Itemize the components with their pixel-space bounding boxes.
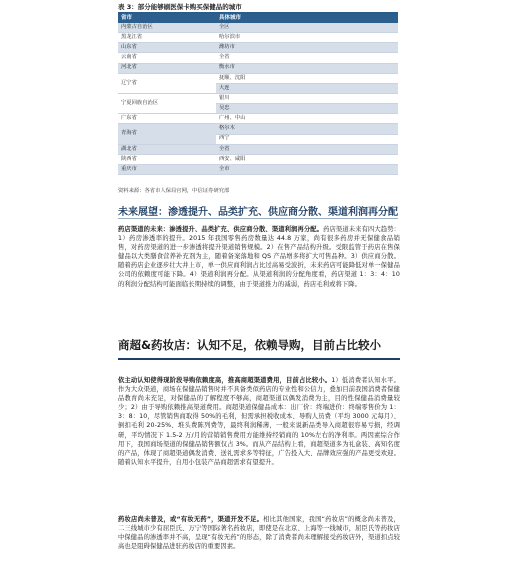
- city-cell: 吴忠: [216, 104, 398, 114]
- header-province: 省市: [118, 14, 216, 23]
- province-cell: 陕西省: [118, 154, 216, 164]
- paragraph-body: 1）低消费者认知水平。作为大众渠道，商场在保健品销售时并不具备类似药店的专业性和公信力，叠加目前我国消费者保健品教育尚未充足，对保健品的了解程度不够高，商超渠道以偶发消费为主，目的性保健品消费量较少；2）由于导购依赖推高渠道费用。商超渠道保健品成本：出厂价：终端进价：终端零售价为 1：3：8：10，尽管销售商取得 50%的毛利，但需承担税收成本、导购人员费（平均 3000 元每月）、倒扣毛利 20-25%、堆头费陈列费等，最终利润稀薄，一般来说新品类导入商超很容易亏损，经调研，平均情况下 1.5-2 万/月的营销销售费用方能维持经销商的 10%左右的净利率。两因素综合作用下，我国商场渠道的保健品销售额仅占 3%。而从产品结构上看，商超渠道多为礼盒装、高知名度的产品，体现了商超渠道偶发消费、送礼需求多等特征，广告投入大、品牌效应强的产品更受欢迎。随着认知水平提升，自用小包装产品商超需求有望提升。: [118, 377, 400, 466]
- city-cell: 哈尔滨市: [216, 33, 398, 43]
- section1-heading: 未来展望：渗透提升、品类扩充、供应商分散、渠道利润再分配: [118, 207, 398, 218]
- section2-heading: 商超&药妆店：认知不足，依赖导购，目前占比较小: [118, 338, 382, 352]
- province-cell: 黑龙江省: [118, 33, 216, 43]
- table-row: [118, 33, 398, 43]
- province-cell: 青海省: [118, 124, 216, 144]
- table-row: [118, 43, 398, 53]
- paragraph-lead: 药妆店尚未普及，或“有妆无药”，渠道开发不足。: [118, 516, 264, 523]
- city-cell: 全省: [216, 53, 398, 63]
- city-cell: 银川: [216, 93, 398, 103]
- table-row: [118, 144, 398, 154]
- city-cell: 全省: [216, 144, 398, 154]
- section2-paragraph-2: [118, 515, 400, 551]
- city-cell: 大连: [216, 83, 398, 93]
- city-cell: 全市: [216, 164, 398, 174]
- province-cell: 宁夏回族自治区: [118, 93, 216, 113]
- table-row: [118, 73, 398, 83]
- section2-paragraph: [118, 376, 400, 467]
- table-row: [118, 23, 398, 33]
- table-header-row: [118, 14, 398, 23]
- table-row: [118, 124, 398, 134]
- paragraph-body: 药店渠道未来有四大趋势：1）药房渗透率的提升。2015 年我国零售药房数量达 44.8 万家，尚有很多药房并无保健食品销售，对药房渠道的进一步渗透将提升渠道销售规模。2）在售产品结构升级。受限监管于药店在售保健品以大类膳食营养补充剂为主，随着备案落地和 QS 产品增多将扩大可售品种。3）供应商分散。随着药店企业逐步壮大井上市，单一供应商利润占比过高易受波折，未来药店可能降低对单一保健品公司的依赖度可能下降。4）渠道利润再分配。从渠道利润的分配角度看，药店渠道 1：3：4：10 的利润分配结构可能面临长期持续的调整，由于渠道推力的减弱，药店毛利或将下降。: [118, 226, 401, 288]
- city-cell: 西宁: [216, 134, 398, 144]
- section1-rule: [118, 218, 398, 219]
- table-row: [118, 114, 398, 124]
- table-row: [118, 53, 398, 63]
- paragraph-body: 相比其他国家，我国“药妆店”的概念尚未普及，二三线城市少有屈臣氏、万宁等国际著名药妆店，即使是在北京、上海等一线城市，屈臣氏等药妆店中保健品的渗透率并不高，呈现“有妆无药”的形态，除了消费者尚未理解接受药妆店外，渠道扣点较高也是阻碍保健品进驻药妆店的重要因素。: [118, 516, 400, 551]
- province-cell: 辽宁省: [118, 73, 216, 93]
- city-table: [118, 14, 398, 175]
- table-row: [118, 63, 398, 73]
- province-cell: 湖北省: [118, 144, 216, 154]
- city-cell: 潍坊市: [216, 43, 398, 53]
- table-row: [118, 93, 398, 103]
- section2-rule: [118, 358, 400, 360]
- province-cell: 内蒙古自治区: [118, 23, 216, 33]
- city-cell: 抚顺、沈阳: [216, 73, 398, 83]
- city-cell: 西安、咸阳: [216, 154, 398, 164]
- province-cell: 重庆市: [118, 164, 216, 174]
- table-row: [118, 164, 398, 174]
- province-cell: 云南省: [118, 53, 216, 63]
- table-source: 资料来源：各省市人保局官网，中信证券研究部: [118, 188, 230, 194]
- city-cell: 衡水市: [216, 63, 398, 73]
- table-row: [118, 154, 398, 164]
- section1-paragraph: [118, 225, 400, 289]
- province-cell: 河北省: [118, 63, 216, 73]
- city-cell: 全区: [216, 23, 398, 33]
- province-cell: 山东省: [118, 43, 216, 53]
- city-cell: 广州、中山: [216, 114, 398, 124]
- province-cell: 广东省: [118, 114, 216, 124]
- header-cities: 具体城市: [216, 14, 398, 23]
- paragraph-lead: 依主动认知使得现阶段导购依赖度高，推高商超渠道费用，目前占比较小。: [118, 377, 332, 384]
- table-title: 表 3：部分能够刷医保卡购买保健品的城市: [118, 3, 242, 11]
- city-cell: 格尔木: [216, 124, 398, 134]
- paragraph-lead: 药店渠道的未来：渗透提升、品类扩充、供应商分散、渠道利润再分配。: [118, 226, 324, 233]
